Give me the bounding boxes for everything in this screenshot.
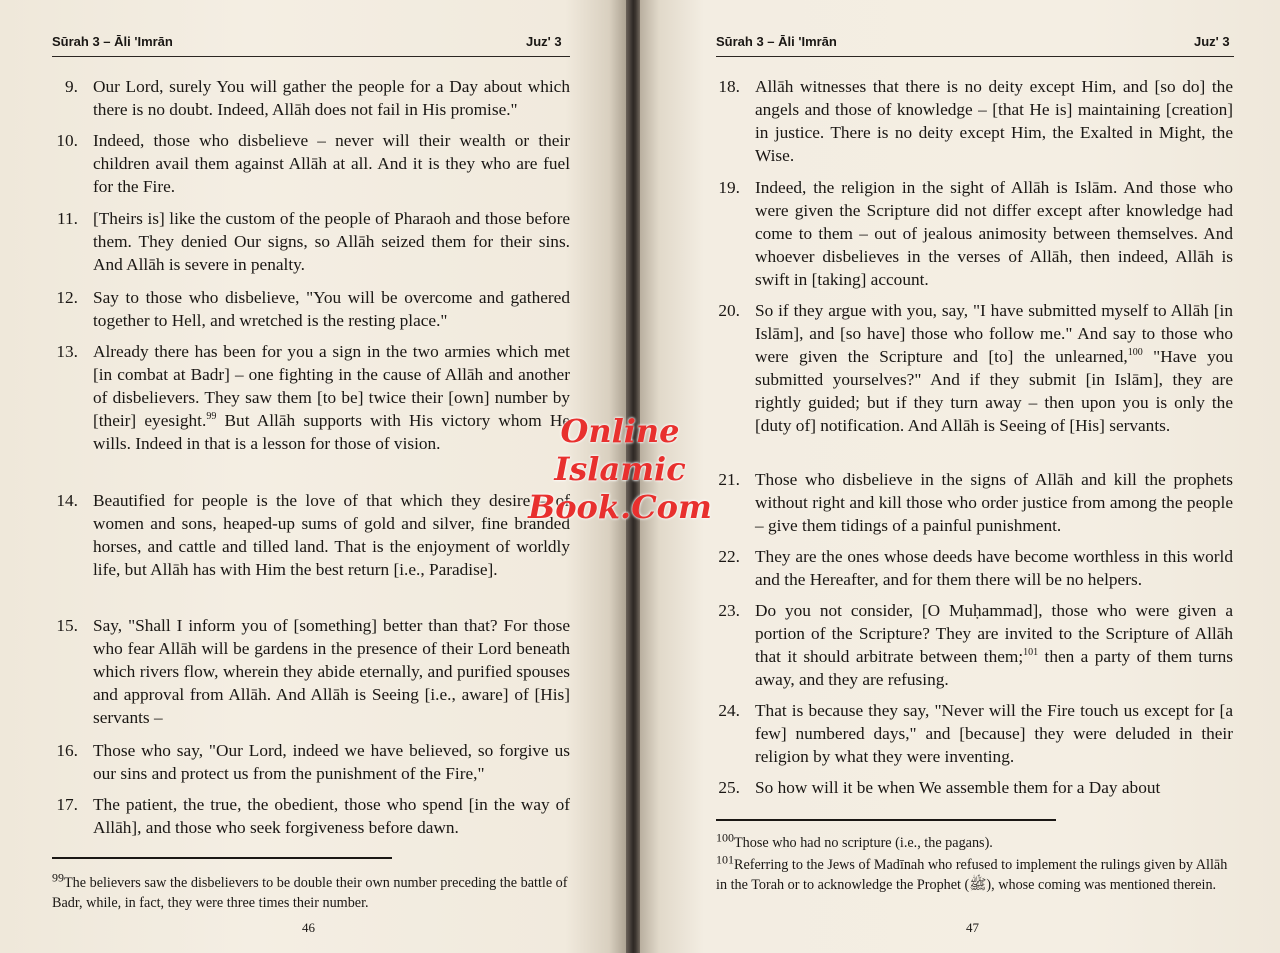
verse-number: 25. bbox=[718, 778, 740, 797]
verse-number: 18. bbox=[718, 77, 740, 96]
watermark-line: Online Islamic bbox=[554, 412, 686, 488]
footnote bbox=[716, 852, 1234, 895]
running-header-left: Sūrah 3 – Āli 'Imrān bbox=[52, 34, 173, 49]
verse-number: 12. bbox=[56, 288, 78, 307]
verse-text: So how will it be when We assemble them for a Day about bbox=[755, 778, 1161, 797]
verse-text: That is because they say, "Never will the Fire touch us except for [a few] numbered days," and [because] they were deluded in their religion by what they were inventing. bbox=[755, 701, 1233, 766]
verse-text-part: "Have you submitted yourselves?" And if they submit [in Islām], they are rightly guided; but if they turn away – then upon you is only the [duty of] notification. And Allāh is Seeing of [His] servants. bbox=[755, 347, 1234, 435]
page-number: 47 bbox=[966, 920, 979, 935]
verse-text: Allāh witnesses that there is no deity except Him, and [so do] the angels and those of knowledge – [that He is] maintaining [creation] in justice. There is no deity except Him, the Exalted in Might, the Wise. bbox=[755, 77, 1233, 165]
footnote-ref: 99 bbox=[206, 411, 217, 423]
verse-text: Indeed, the religion in the sight of Allāh is Islām. And those who were given the Scripture did not differ except after knowledge had come to them – out of jealous animosity between themselves. And whoever disbelieves in the verses of Allāh, then indeed, Allāh is swift in [taking] account. bbox=[755, 178, 1233, 289]
running-header-juz: Juz' 3 bbox=[526, 34, 562, 49]
footnote-rule bbox=[52, 857, 392, 859]
verse-text: Indeed, those who disbelieve – never will their wealth or their children avail them against Allāh at all. And it is they who are fuel for the Fire. bbox=[93, 131, 570, 196]
footnote-text: Referring to the Jews of Madīnah who refused to implement the rulings given by Allāh in the Torah or to acknowledge the Prophet (ﷺ), whose coming was mentioned therein. bbox=[716, 857, 1228, 893]
verse-text: Those who say, "Our Lord, indeed we have believed, so forgive us our sins and protect us from the punishment of the Fire," bbox=[93, 741, 570, 783]
verse-number: 23. bbox=[718, 601, 740, 620]
verse-text-part: Do you not consider, [O Muḥammad], those who were given a portion of the Scripture? They are invited to the Scripture of Allāh that it should arbitrate between them; bbox=[755, 601, 1233, 666]
footnote-number: 101 bbox=[716, 852, 734, 867]
verse-text: Our Lord, surely You will gather the people for a Day about which there is no doubt. Indeed, Allāh does not fail in His promise." bbox=[93, 77, 570, 119]
footnote-number: 100 bbox=[716, 830, 734, 845]
verse-number: 21. bbox=[718, 470, 740, 489]
verse-number: 16. bbox=[56, 741, 78, 760]
verse-number: 20. bbox=[718, 301, 740, 320]
watermark bbox=[490, 412, 750, 526]
running-header-left: Sūrah 3 – Āli 'Imrān bbox=[716, 34, 837, 49]
verse-number: 22. bbox=[718, 547, 740, 566]
verse-text-part: then a party of them turns away, and they are refusing. bbox=[755, 647, 1233, 689]
page-number: 46 bbox=[302, 920, 315, 935]
header-rule bbox=[716, 56, 1234, 57]
verse-number: 13. bbox=[56, 342, 78, 361]
header-rule bbox=[52, 56, 570, 57]
running-header-juz: Juz' 3 bbox=[1194, 34, 1230, 49]
verse-text: Say, "Shall I inform you of [something] better than that? For those who fear Allāh will be gardens in the presence of their Lord beneath which rivers flow, wherein they abide eternally, and purified spouses and approval from Allāh. And Allāh is Seeing [i.e., aware] of [His] servants – bbox=[93, 616, 570, 727]
verse-text-part: But Allāh supports with His victory whom He wills. Indeed in that is a lesson for those of vision. bbox=[93, 411, 570, 453]
footnote-rule bbox=[716, 819, 1056, 821]
verse-number: 14. bbox=[56, 491, 78, 510]
footnote bbox=[52, 870, 570, 913]
verse-number: 11. bbox=[57, 209, 78, 228]
footnote-text: Those who had no scripture (i.e., the pagans). bbox=[734, 835, 993, 851]
verse-number: 9. bbox=[65, 77, 78, 96]
verse-text-part: Already there has been for you a sign in the two armies which met [in combat at Badr] – one fighting in the cause of Allāh and another of disbelievers. They saw them [to be] twice their [own] number by [their] eyesight. bbox=[93, 342, 570, 430]
footnote-ref: 100 bbox=[1127, 347, 1143, 359]
verse-number: 19. bbox=[718, 178, 740, 197]
verse-text: Beautified for people is the love of that which they desire – of women and sons, heaped-up sums of gold and silver, fine branded horses, and cattle and tilled land. That is the enjoyment of worldly life, but Allāh has with Him the best return [i.e., Paradise]. bbox=[93, 491, 570, 579]
verse-number: 15. bbox=[56, 616, 78, 635]
verse-number: 10. bbox=[56, 131, 78, 150]
footnote-ref: 101 bbox=[1023, 647, 1039, 659]
verse-text: They are the ones whose deeds have become worthless in this world and the Hereafter, and for them there will be no helpers. bbox=[755, 547, 1233, 589]
verse-text: The patient, the true, the obedient, those who spend [in the way of Allāh], and those who seek forgiveness before dawn. bbox=[93, 795, 570, 837]
verse-number: 17. bbox=[56, 795, 78, 814]
verse-text: Say to those who disbelieve, "You will be overcome and gathered together to Hell, and wretched is the resting place." bbox=[93, 288, 570, 330]
footnote bbox=[716, 830, 1234, 853]
footnote-text: The believers saw the disbelievers to be double their own number preceding the battle of Badr, while, in fact, they were three times their number. bbox=[52, 875, 568, 911]
verse-number: 24. bbox=[718, 701, 740, 720]
watermark-line: Book.Com bbox=[528, 488, 712, 526]
verse-text bbox=[755, 299, 1233, 437]
verse-text: [Theirs is] like the custom of the people of Pharaoh and those before them. They denied Our signs, so Allāh seized them for their sins. And Allāh is severe in penalty. bbox=[93, 209, 570, 274]
footnote-number: 99 bbox=[52, 870, 64, 885]
verse-text bbox=[755, 599, 1233, 691]
verse-text: Those who disbelieve in the signs of Allāh and kill the prophets without right and kill those who order justice from among the people – give them tidings of a painful punishment. bbox=[755, 470, 1233, 535]
verse-text-part: So if they argue with you, say, "I have submitted myself to Allāh [in Islām], and [so have] those who follow me." And say to those who were given the Scripture and [to] the unlearned, bbox=[755, 301, 1233, 366]
